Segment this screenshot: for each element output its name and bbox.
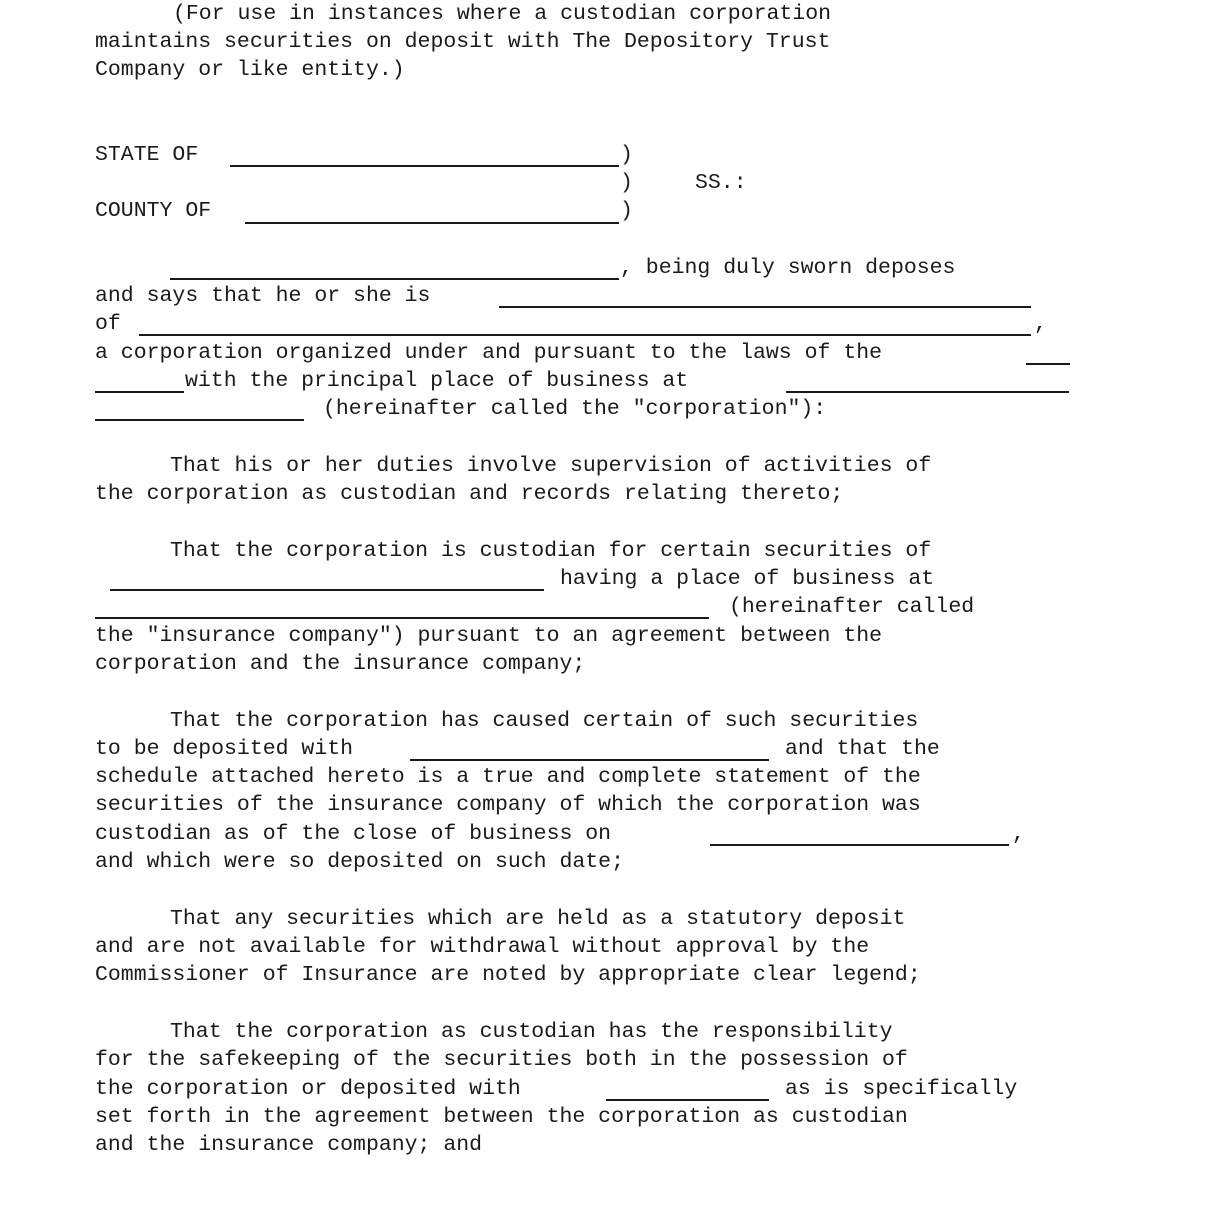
para5-line-2: for the safekeeping of the securities both in the possession of — [95, 1048, 908, 1072]
para2-line-1: That the corporation is custodian for certain securities of — [170, 539, 932, 563]
note-line-2: maintains securities on deposit with The Depository Trust — [95, 30, 831, 54]
note-line-1: (For use in instances where a custodian corporation — [173, 2, 832, 26]
insurance-company-name-blank[interactable] — [110, 589, 544, 591]
para5-line-1: That the corporation as custodian has the responsibility — [170, 1020, 893, 1044]
of-label: of — [95, 312, 121, 336]
being-sworn-text: , being duly sworn deposes — [620, 256, 956, 280]
para3-line-3: schedule attached hereto is a true and complete statement of the — [95, 765, 921, 789]
date-blank[interactable] — [710, 844, 1009, 846]
paren-3: ) — [620, 199, 633, 223]
hereinafter-corporation-text: (hereinafter called the "corporation"): — [323, 397, 827, 421]
organized-text: a corporation organized under and pursuant to the laws of the — [95, 341, 883, 365]
jurisdiction-blank-part-2[interactable] — [95, 391, 184, 393]
close-of-business-text: custodian as of the close of business on — [95, 822, 612, 846]
comma-2: , — [1012, 822, 1025, 846]
affiant-name-blank[interactable] — [170, 278, 619, 280]
as-is-specifically-text: as is specifically — [785, 1077, 1018, 1101]
para4-line-3: Commissioner of Insurance are noted by appropriate clear legend; — [95, 963, 921, 987]
para1-line-1: That his or her duties involve supervision of activities of — [170, 454, 932, 478]
para5-depository-blank[interactable] — [606, 1099, 769, 1101]
para4-line-2: and are not available for withdrawal without approval by the — [95, 935, 870, 959]
para2-line-4: the "insurance company") pursuant to an agreement between the — [95, 624, 883, 648]
having-place-text: having a place of business at — [560, 567, 935, 591]
para4-line-1: That any securities which are held as a statutory deposit — [170, 907, 906, 931]
depository-blank[interactable] — [410, 759, 769, 761]
jurisdiction-blank-part-1[interactable] — [1026, 363, 1070, 365]
insurance-address-blank[interactable] — [95, 617, 709, 619]
paren-1: ) — [620, 143, 633, 167]
para1-line-2: the corporation as custodian and records relating thereto; — [95, 482, 844, 506]
para3-line-4: securities of the insurance company of which the corporation was — [95, 793, 921, 817]
state-label: STATE OF — [95, 143, 199, 167]
county-label: COUNTY OF — [95, 199, 212, 223]
address-blank-part-1[interactable] — [786, 391, 1069, 393]
principal-place-text: with the principal place of business at — [185, 369, 689, 393]
title-blank[interactable] — [499, 306, 1031, 308]
deposited-with-text: to be deposited with — [95, 737, 354, 761]
comma-1: , — [1034, 312, 1047, 336]
ss-label: SS.: — [695, 171, 747, 195]
says-he-is-text: and says that he or she is — [95, 284, 431, 308]
para5-line-4: set forth in the agreement between the corporation as custodian — [95, 1105, 908, 1129]
para5-deposited-with-text: the corporation or deposited with — [95, 1077, 521, 1101]
para5-line-5: and the insurance company; and — [95, 1133, 483, 1157]
state-blank[interactable] — [230, 165, 619, 167]
and-that-the-text: and that the — [785, 737, 940, 761]
hereinafter-called-text: (hereinafter called — [729, 595, 975, 619]
address-blank-part-2[interactable] — [95, 419, 304, 421]
para2-line-5: corporation and the insurance company; — [95, 652, 586, 676]
para3-line-1: That the corporation has caused certain of such securities — [170, 709, 919, 733]
note-line-3: Company or like entity.) — [95, 58, 405, 82]
para3-line-6: and which were so deposited on such date; — [95, 850, 624, 874]
county-blank[interactable] — [245, 222, 619, 224]
paren-2: ) — [620, 171, 633, 195]
corporation-name-blank[interactable] — [139, 334, 1031, 336]
